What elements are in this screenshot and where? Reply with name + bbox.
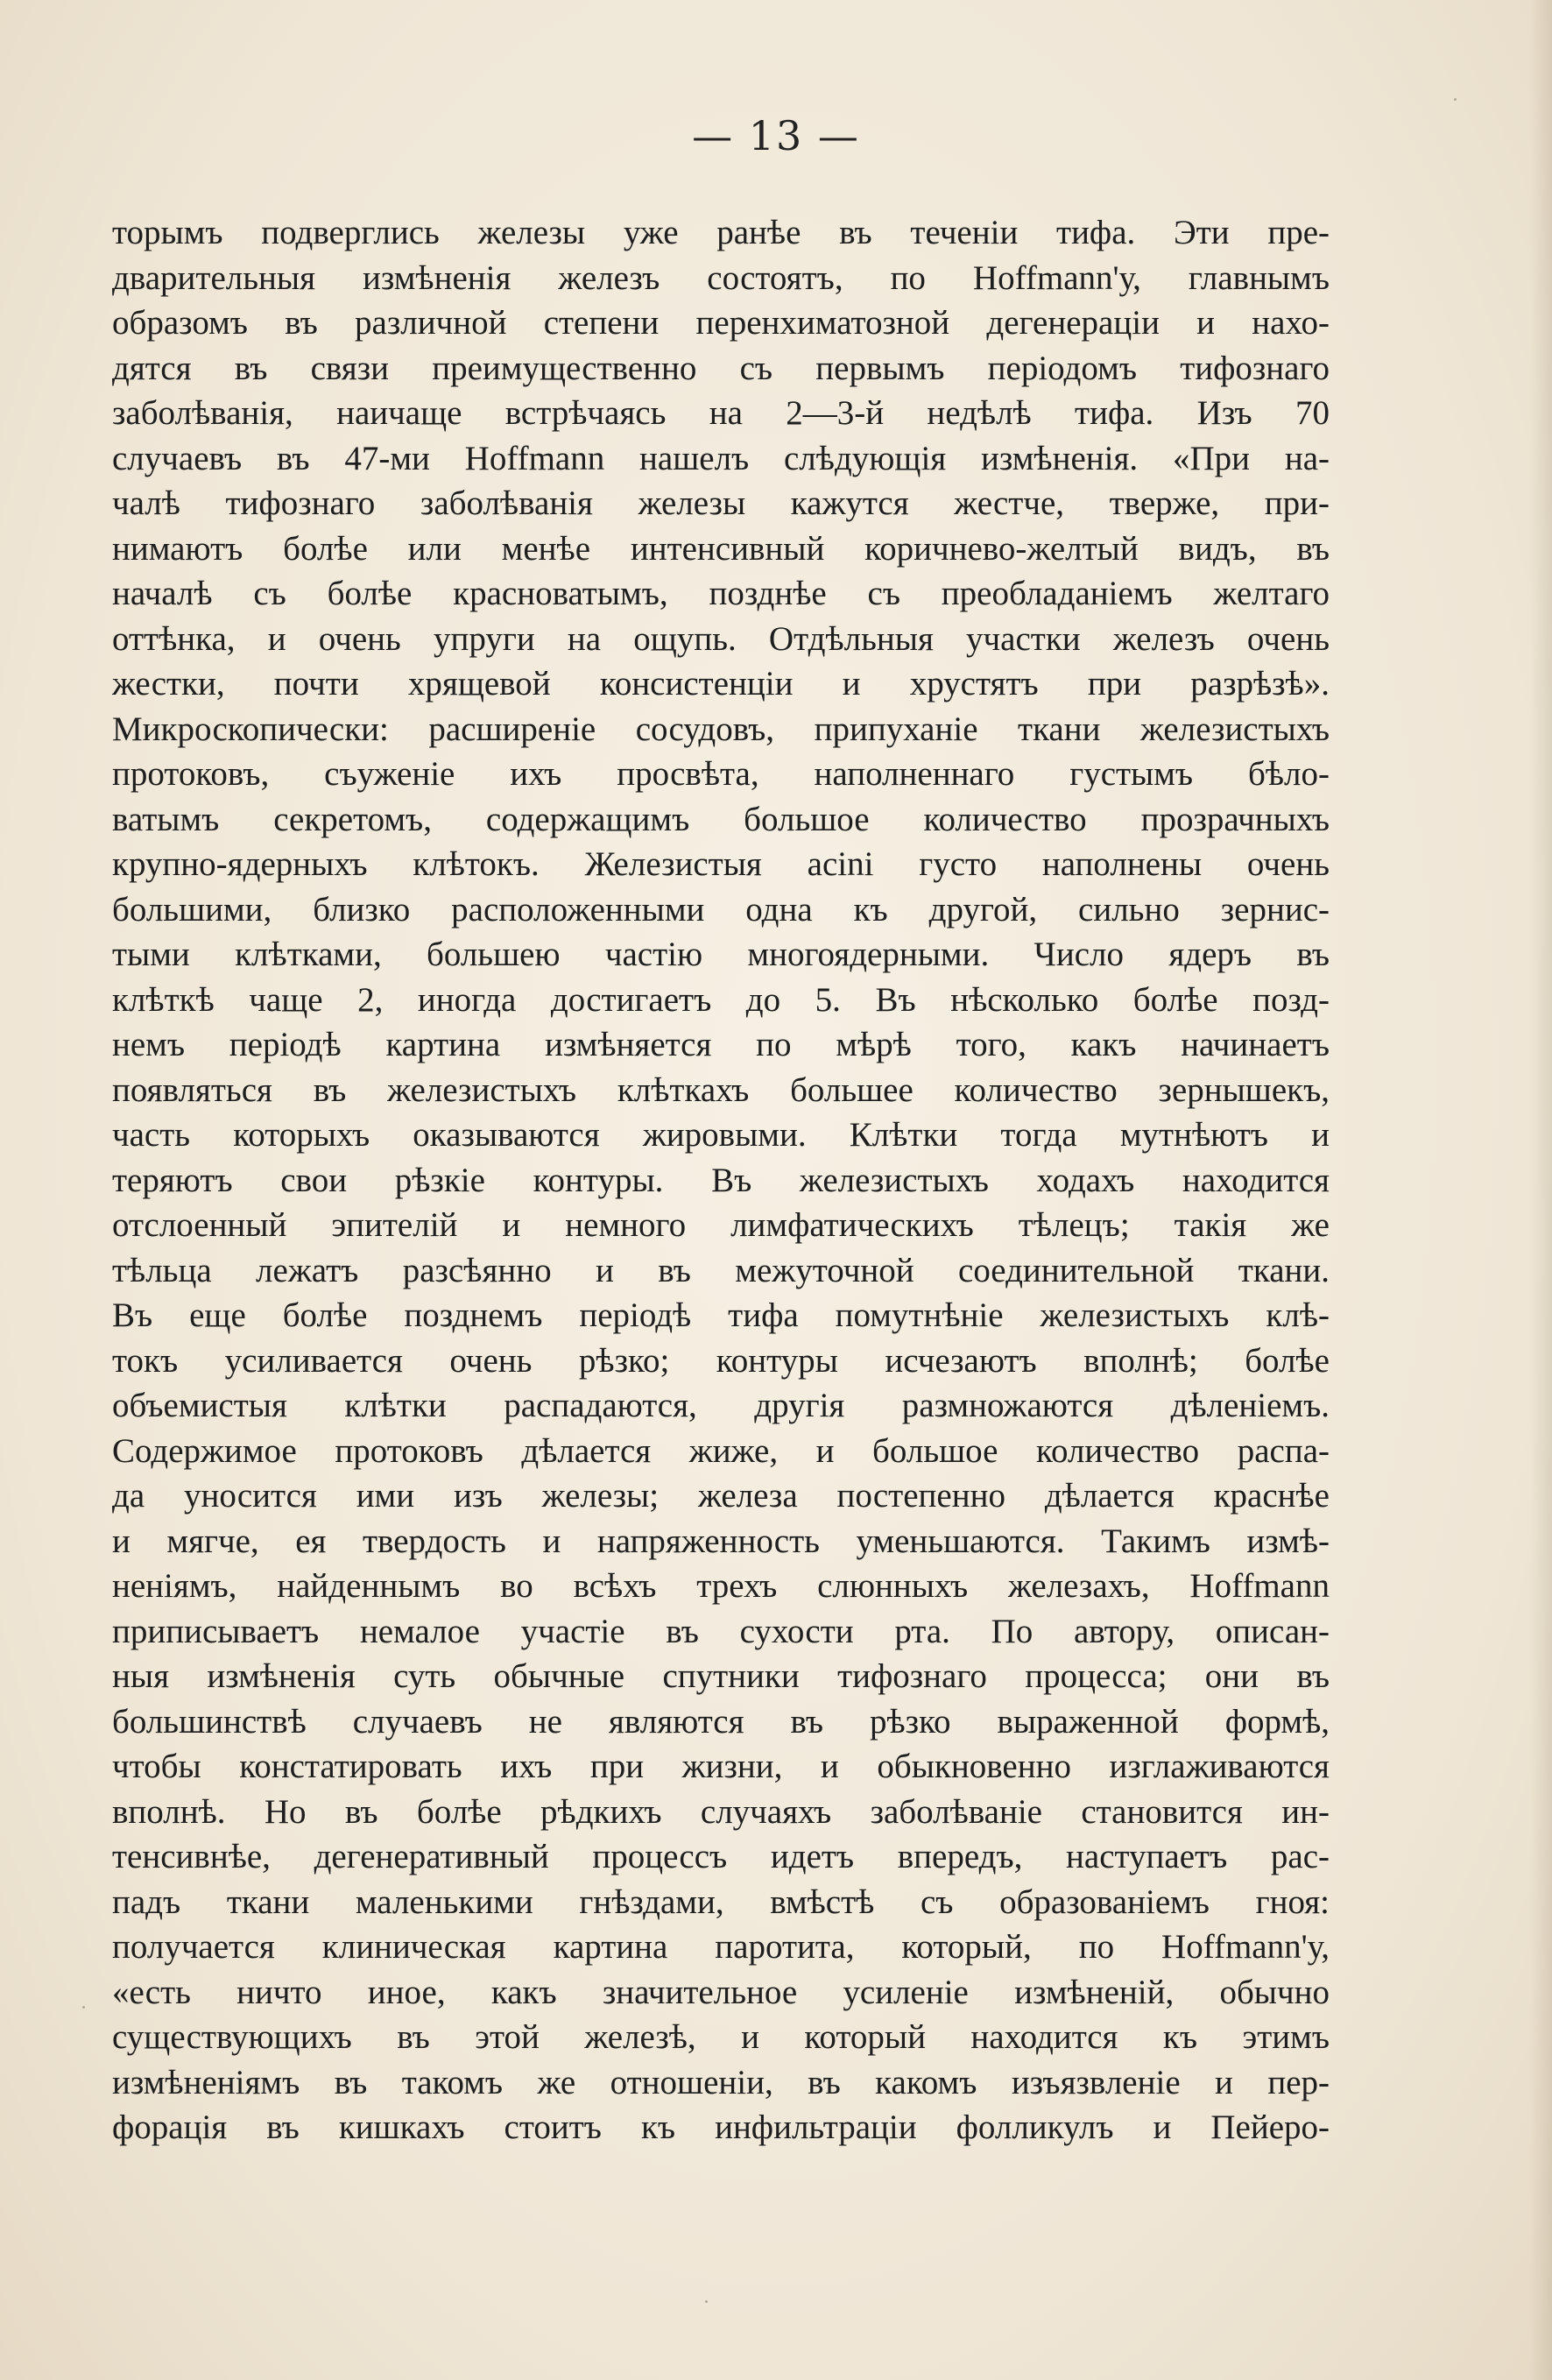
text-line: крупно-ядерныхъ клѣтокъ. Железистыя acini густо наполнены очень [112, 845, 1330, 883]
paper-speck [1454, 98, 1457, 101]
text-line: тыми клѣтками, большею частію многоядерными. Число ядеръ въ [112, 936, 1330, 973]
text-line: ныя измѣненія суть обычные спутники тифознаго процесса; они въ [112, 1657, 1330, 1695]
text-line: приписываетъ немалое участіе въ сухости рта. По автору, описан- [112, 1612, 1330, 1650]
paper-speck [82, 2006, 85, 2009]
text-line: измѣненіямъ въ такомъ же отношеніи, въ какомъ изъязвленіе и пер- [112, 2063, 1330, 2101]
text-line: токъ усиливается очень рѣзко; контуры исчезаютъ вполнѣ; болѣе [112, 1341, 1330, 1380]
text-line: большинствѣ случаевъ не являются въ рѣзко выраженной формѣ, [112, 1702, 1330, 1741]
text-line: Въ еще болѣе позднемъ періодѣ тифа помутнѣніе железистыхъ клѣ- [112, 1296, 1330, 1334]
text-line: заболѣванія, наичаще встрѣчаясь на 2—3-й недѣлѣ тифа. Изъ 70 [112, 394, 1330, 432]
text-line: падъ ткани маленькими гнѣздами, вмѣстѣ съ образованіемъ гноя: [112, 1882, 1330, 1921]
text-line: существующихъ въ этой железѣ, и который находится къ этимъ [112, 2018, 1330, 2056]
text-line: торымъ подверглись железы уже ранѣе въ теченіи тифа. Эти пре- [112, 214, 1330, 251]
text-line: форація въ кишкахъ стоитъ къ инфильтраціи фолликулъ и Пейеро- [112, 2108, 1330, 2146]
text-line: тенсивнѣе, дегенеративный процессъ идетъ впередъ, наступаетъ рас- [112, 1838, 1330, 1875]
text-line: отслоенный эпителій и немного лимфатическихъ тѣлецъ; такія же [112, 1206, 1330, 1244]
text-line: немъ періодѣ картина измѣняется по мѣрѣ того, какъ начинаетъ [112, 1026, 1330, 1063]
text-line: объемистыя клѣтки распадаются, другія размножаются дѣленіемъ. [112, 1387, 1330, 1424]
paper-speck [705, 2300, 708, 2303]
text-line: неніямъ, найденнымъ во всѣхъ трехъ слюнныхъ железахъ, Hoffmann [112, 1567, 1330, 1605]
text-line: да уносится ими изъ железы; железа постепенно дѣлается краснѣе [112, 1477, 1330, 1515]
text-line: началѣ съ болѣе красноватымъ, позднѣе съ преобладаніемъ желтаго [112, 575, 1330, 612]
page-number: — 13 — [692, 112, 860, 159]
text-line: получается клиническая картина паротита, который, по Hoffmann'у, [112, 1928, 1330, 1966]
text-line: часть которыхъ оказываются жировыми. Клѣтки тогда мутнѣютъ и [112, 1116, 1330, 1154]
text-line: дятся въ связи преимущественно съ первымъ періодомъ тифознаго [112, 349, 1330, 387]
text-line: чалѣ тифознаго заболѣванія железы кажутся жестче, тверже, при- [112, 484, 1330, 522]
body-text [112, 210, 1330, 2150]
text-line: большими, близко расположенными одна къ другой, сильно зернис- [112, 890, 1330, 929]
text-line: ватымъ секретомъ, содержащимъ большое количество прозрачныхъ [112, 800, 1330, 838]
text-line: случаевъ въ 47-ми Hoffmann нашелъ слѣдующія измѣненія. «При на- [112, 439, 1330, 477]
text-line: дварительныя измѣненія железъ состоятъ, по Hoffmann'у, главнымъ [112, 258, 1330, 297]
page-edge-shadow [1529, 0, 1552, 2380]
text-line: Микроскопически: расширеніе сосудовъ, припуханіе ткани железистыхъ [112, 710, 1330, 748]
text-line: оттѣнка, и очень упруги на ощупь. Отдѣльныя участки железъ очень [112, 619, 1330, 658]
text-line: вполнѣ. Но въ болѣе рѣдкихъ случаяхъ заболѣваніе становится ин- [112, 1792, 1330, 1831]
text-line: клѣткѣ чаще 2, иногда достигаетъ до 5. Въ нѣсколько болѣе позд- [112, 980, 1330, 1019]
text-line: протоковъ, съуженіе ихъ просвѣта, наполненнаго густымъ бѣло- [112, 755, 1330, 793]
text-line: появляться въ железистыхъ клѣткахъ большее количество зернышекъ, [112, 1070, 1330, 1109]
text-line: жестки, почти хрящевой консистенціи и хрустятъ при разрѣзѣ». [112, 665, 1330, 703]
text-line: нимаютъ болѣе или менѣе интенсивный коричнево-желтый видъ, въ [112, 529, 1330, 568]
text-line: тѣльца лежатъ разсѣянно и въ межуточной соединительной ткани. [112, 1251, 1330, 1289]
text-line: и мягче, ея твердость и напряженность уменьшаются. Такимъ измѣ- [112, 1522, 1330, 1560]
text-line: «есть ничто иное, какъ значительное усиленіе измѣненій, обычно [112, 1973, 1330, 2011]
text-line: Содержимое протоковъ дѣлается жиже, и большое количество распа- [112, 1431, 1330, 1470]
text-line: чтобы констатировать ихъ при жизни, и обыкновенно изглаживаются [112, 1748, 1330, 1785]
text-line: теряютъ свои рѣзкіе контуры. Въ железистыхъ ходахъ находится [112, 1161, 1330, 1199]
text-line: образомъ въ различной степени перенхиматозной дегенераціи и нахо- [112, 304, 1330, 342]
